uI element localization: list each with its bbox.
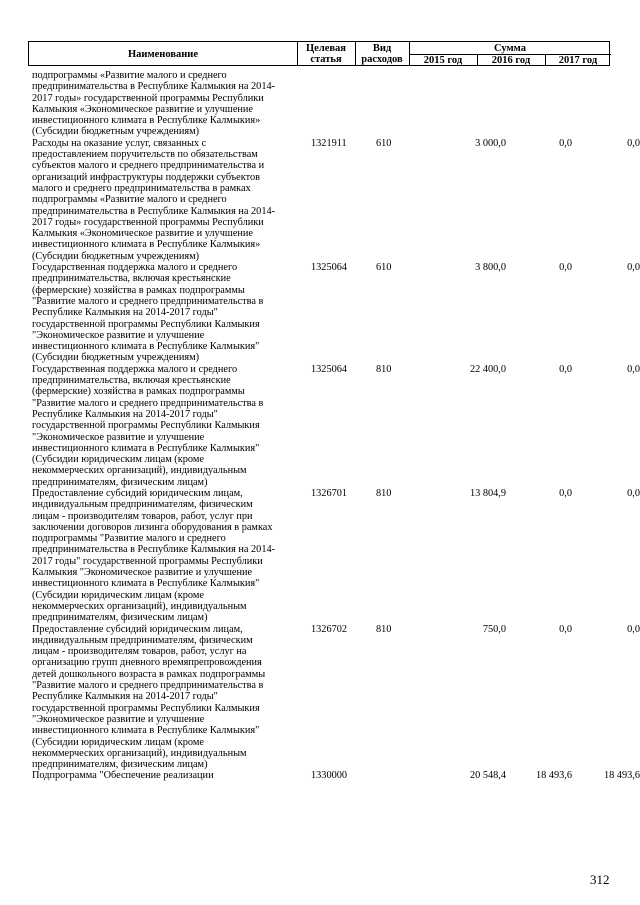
page-number: 312 [590, 872, 610, 887]
row-value-2016: 0,0 [559, 137, 572, 149]
row-code: 1326702 [311, 623, 348, 635]
row-code: 1330000 [311, 770, 348, 782]
row-value-2017: 0,0 [627, 363, 640, 375]
row-value-2015: 20 548,4 [469, 770, 506, 782]
row-code: 1325064 [311, 363, 348, 375]
table-row [32, 137, 640, 262]
row-value-2017: 0,0 [627, 487, 640, 499]
table-row [32, 623, 640, 771]
row-value-2017: 0,0 [627, 137, 640, 149]
row-value-2017: 0,0 [627, 262, 640, 274]
row-value-2015: 3 000,0 [475, 137, 506, 149]
row-name: Государственная поддержка малого и среднего предпринимательства, включая крестьянские (фермерские) хозяйства в рамках подпрограммы "Развитие малого и среднего предпринимательства в Республике Калмыкия на 2014-2017 годы" государственной программы Республики Калмыкия "Экономическое развитие и улучшение инвестиционного климата в Республике Калмыкия" (Субсидии бюджетным учреждениям) [32, 262, 264, 364]
row-value-2015: 13 804,9 [469, 487, 506, 499]
header-sum: Сумма [494, 43, 526, 54]
row-value-2015: 3 800,0 [475, 262, 506, 274]
row-name: Предоставление субсидий юридическим лицам, индивидуальным предпринимателям, физическим лицам - производителям товаров, работ, услуг при заключении договоров лизинга оборудования в рамках подпрограммы "Развитие малого и среднего предпринимательства в Республике Калмыкия на 2014- 2017 годы" государственной программы Республики Калмыкия "Экономическое развитие и улучшение инвестиционного климата в Республике Калмыкия" (Субсидии юридическим лицам (кроме некоммерческих организаций), индивидуальным предпринимателям, физическим лицам) [32, 487, 276, 624]
header-year-2016: 2016 год [491, 55, 531, 66]
table-row [32, 70, 612, 138]
row-value-2016: 0,0 [559, 262, 572, 274]
table-row [32, 363, 640, 488]
row-value-2017: 18 493,6 [603, 770, 640, 782]
header-expense-type: Вид расходов [361, 43, 403, 65]
table-row [32, 487, 640, 624]
row-value-2016: 18 493,6 [535, 770, 572, 782]
row-expense-type: 610 [376, 262, 392, 274]
row-name: Предоставление субсидий юридическим лицам, индивидуальным предпринимателям, физическим лицам - производителям товаров, работ, услуг на организацию групп дневного времяпрепровождения детей дошкольного возраста в рамках подпрограммы "Развитие малого и среднего предпринимательства в Республике Калмыкия на 2014-2017 годы" государственной программы Республики Калмыкия "Экономическое развитие и улучшение инвестиционного климата в Республике Калмыкия" (Субсидии юридическим лицам (кроме некоммерческих организаций), индивидуальным предпринимателям, физическим лицам) [32, 623, 266, 771]
table-row [32, 262, 640, 364]
row-name: Расходы на оказание услуг, связанных с предоставлением поручительств по обязательствам субъектов малого и среднего предпринимательства и организаций инфраструктуры поддержки субъектов малого и среднего предпринимательства в рамках подпрограммы «Развитие малого и среднего предпринимательства в Республике Калмыкия на 2014- 2017 годы» государственной программы Республики Калмыкия «Экономическое развитие и улучшение инвестиционного климата в Республике Калмыкия» (Субсидии бюджетным учреждениям) [32, 137, 276, 262]
row-value-2016: 0,0 [559, 623, 572, 635]
row-code: 1326701 [311, 487, 348, 499]
header-year-2017: 2017 год [558, 55, 598, 66]
row-code: 1325064 [311, 262, 348, 274]
row-expense-type: 810 [376, 363, 392, 375]
row-expense-type: 810 [376, 623, 392, 635]
header-year-2015: 2015 год [423, 55, 463, 66]
row-code: 1321911 [311, 137, 347, 149]
row-expense-type: 810 [376, 487, 392, 499]
row-name: подпрограммы «Развитие малого и среднего предпринимательства в Республике Калмыкия на 2014- 2017 годы» государственной программы Республики Калмыкия «Экономическое развитие и улучшение инвестиционного климата в Республике Калмыкия» (Субсидии бюджетным учреждениям) [32, 70, 276, 138]
table-row [32, 770, 640, 782]
row-value-2017: 0,0 [627, 623, 640, 635]
row-name: Подпрограмма "Обеспечение реализации [32, 770, 214, 782]
row-value-2015: 750,0 [482, 623, 506, 635]
header-target-article: Целевая статья [306, 43, 346, 65]
table-body [32, 70, 640, 782]
row-value-2016: 0,0 [559, 487, 572, 499]
row-expense-type: 610 [376, 137, 392, 149]
table-header [28, 41, 610, 66]
row-name: Государственная поддержка малого и среднего предпринимательства, включая крестьянские (фермерские) хозяйства в рамках подпрограммы "Развитие малого и среднего предпринимательства в Республике Калмыкия на 2014-2017 годы" государственной программы Республики Калмыкия "Экономическое развитие и улучшение инвестиционного климата в Республике Калмыкия" (Субсидии юридическим лицам (кроме некоммерческих организаций), индивидуальным предпринимателям, физическим лицам) [32, 363, 264, 488]
header-name: Наименование [128, 49, 198, 60]
row-value-2016: 0,0 [559, 363, 572, 375]
row-value-2015: 22 400,0 [469, 363, 506, 375]
